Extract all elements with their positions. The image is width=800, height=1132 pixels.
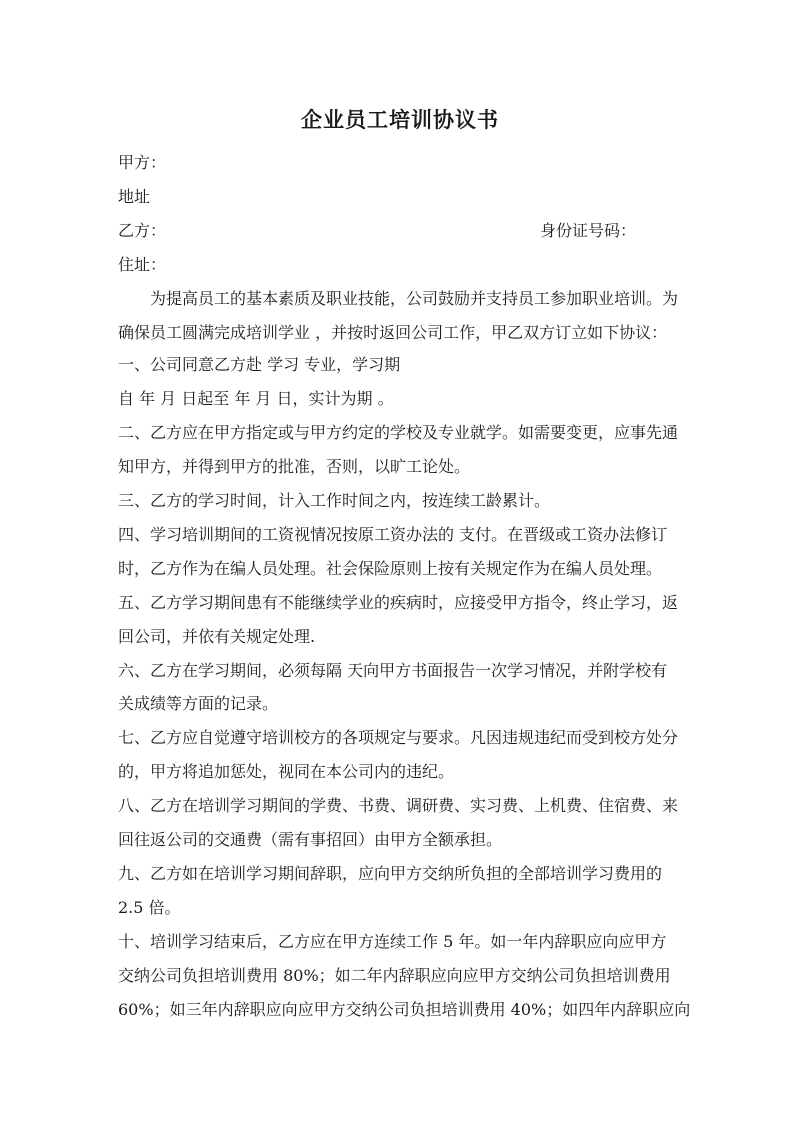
residence-label: 住址： <box>118 255 167 274</box>
id-number-label: 身份证号码： <box>540 221 637 240</box>
party-b-label: 乙方： <box>118 221 167 240</box>
clause-line: 八、乙方在培训学习期间的学费、书费、调研费、实习费、上机费、住宿费、来 <box>118 796 679 815</box>
party-a-label: 甲方： <box>118 153 167 172</box>
clause-line: 2.5 倍。 <box>118 898 181 917</box>
clause-line: 知甲方，并得到甲方的批准，否则，以旷工论处。 <box>118 457 471 476</box>
paragraph-line: 确保员工圆满完成培训学业 ，并按时返回公司工作，甲乙双方订立如下协议： <box>118 323 668 342</box>
paragraph-line: 为提高员工的基本素质及职业技能，公司鼓励并支持员工参加职业培训。为 <box>150 289 679 308</box>
clause-line: 七、乙方应自觉遵守培训校方的各项规定与要求。凡因违规违纪而受到校方处分 <box>118 728 679 747</box>
clause-line: 交纳公司负担培训费用 80%；如二年内辞职应向应甲方交纳公司负担培训费用 <box>118 966 671 985</box>
clause-line: 的，甲方将追加惩处，视同在本公司内的违纪。 <box>118 762 455 781</box>
clause-line: 二、乙方应在甲方指定或与甲方约定的学校及专业就学。如需要变更，应事先通 <box>118 423 679 442</box>
clause-line: 四、学习培训期间的工资视情况按原工资办法的 支付。在晋级或工资办法修订 <box>118 525 668 544</box>
clause-line: 回公司，并依有关规定处理. <box>118 627 316 646</box>
clause-line: 十、培训学习结束后，乙方应在甲方连续工作 5 年。如一年内辞职应向应甲方 <box>118 932 667 951</box>
clause-line: 九、乙方如在培训学习期间辞职，应向甲方交纳所负担的全部培训学习费用的 <box>118 864 663 883</box>
clause-line: 时，乙方作为在编人员处理。社会保险原则上按有关规定作为在编人员处理。 <box>118 559 663 578</box>
address-label: 地址 <box>118 187 151 206</box>
clause-line: 六、乙方在学习期间，必须每隔 天向甲方书面报告一次学习情况，并附学校有 <box>118 661 668 680</box>
clause-line: 自 年 月 日起至 年 月 日，实计为期 。 <box>118 389 394 408</box>
clause-line: 回往返公司的交通费（需有事招回）由甲方全额承担。 <box>118 830 503 849</box>
clause-line: 60%；如三年内辞职应向应甲方交纳公司负担培训费用 40%；如四年内辞职应向 <box>118 1000 691 1019</box>
clause-line: 关成绩等方面的记录。 <box>118 694 279 713</box>
clause-line: 一、公司同意乙方赴 学习 专业，学习期 <box>118 355 401 374</box>
document-title: 企业员工培训协议书 <box>301 107 499 132</box>
clause-line: 三、乙方的学习时间，计入工作时间之内，按连续工龄累计。 <box>118 491 551 510</box>
clause-line: 五、乙方学习期间患有不能继续学业的疾病时，应接受甲方指令，终止学习，返 <box>118 593 679 612</box>
